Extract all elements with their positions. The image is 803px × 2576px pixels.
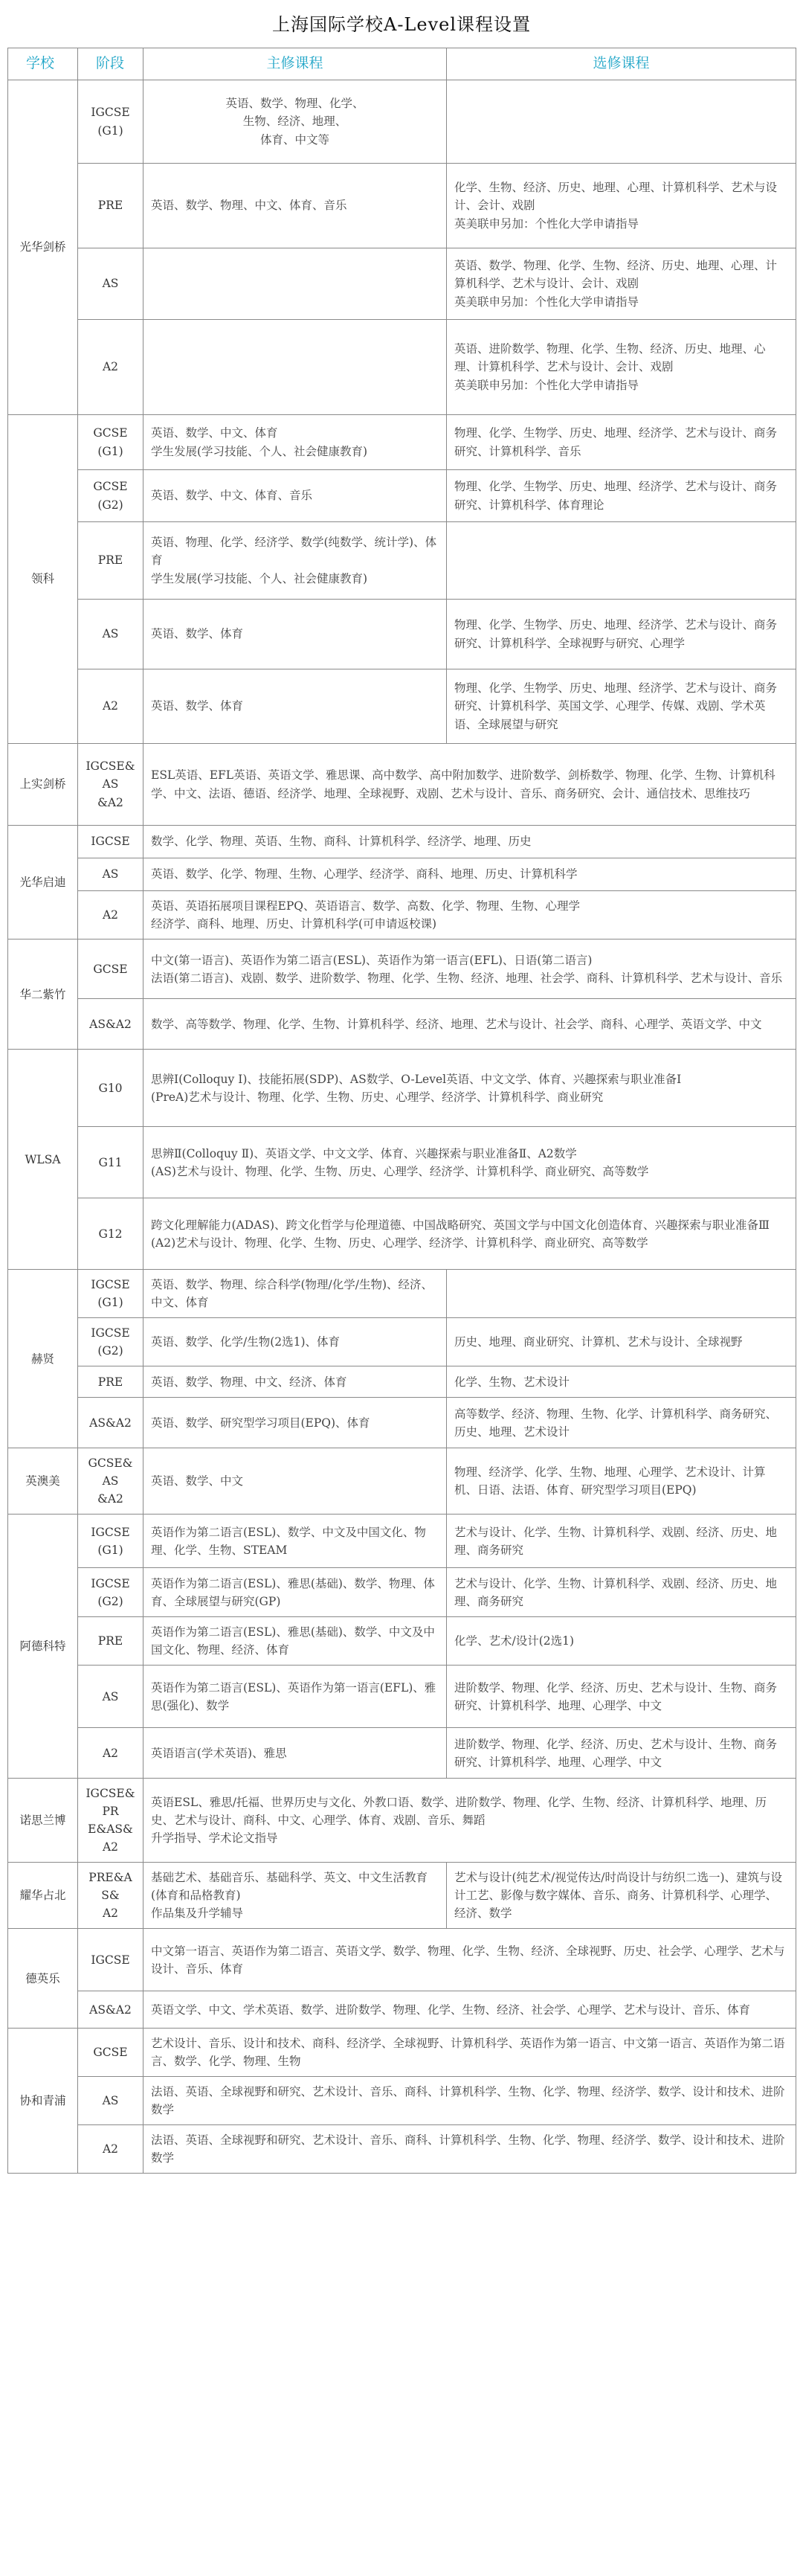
- stage-cell: PRE: [78, 1617, 143, 1666]
- main-courses-cell: 英语作为第二语言(ESL)、雅思(基础)、数学、物理、体育、全球展望与研究(GP): [143, 1568, 447, 1617]
- main-courses-cell: 英语、物理、化学、经济学、数学(纯数学、统计学)、体育 学生发展(学习技能、个人、社会健康教育): [143, 522, 447, 600]
- table-row: [8, 80, 796, 164]
- main-courses-cell: 英语、数学、中文、体育 学生发展(学习技能、个人、社会健康教育): [143, 415, 447, 470]
- main-courses-cell: 数学、化学、物理、英语、生物、商科、计算机科学、经济学、地理、历史: [143, 826, 796, 858]
- elective-courses-cell: 化学、生物、经济、历史、地理、心理、计算机科学、艺术与设计、会计、戏剧 英美联申另加：个性化大学申请指导: [447, 164, 796, 248]
- table-row: [8, 1991, 796, 2029]
- main-courses-cell: 英语、数学、物理、综合科学(物理/化学/生物)、经济、中文、体育: [143, 1270, 447, 1318]
- elective-courses-cell: 物理、经济学、化学、生物、地理、心理学、艺术设计、计算机、日语、法语、体育、研究型学习项目(EPQ): [447, 1448, 796, 1515]
- main-courses-cell: 英语、数学、化学/生物(2选1)、体育: [143, 1318, 447, 1366]
- main-courses-cell: 数学、高等数学、物理、化学、生物、计算机科学、经济、地理、艺术与设计、社会学、商科、心理学、英语文学、中文: [143, 999, 796, 1050]
- school-name: 华二紫竹: [8, 939, 78, 1050]
- stage-cell: AS: [78, 248, 143, 320]
- table-row: [8, 1863, 796, 1929]
- main-courses-cell: 英语、数学、物理、化学、 生物、经济、地理、 体育、中文等: [143, 80, 447, 164]
- main-courses-cell: 英语、数学、体育: [143, 669, 447, 744]
- elective-courses-cell: 英语、进阶数学、物理、化学、生物、经济、历史、地理、心理、计算机科学、艺术与设计、会计、戏剧 英美联申另加：个性化大学申请指导: [447, 320, 796, 415]
- table-row: [8, 1568, 796, 1617]
- main-courses-cell: 中文(第一语言)、英语作为第二语言(ESL)、英语作为第一语言(EFL)、日语(第二语言) 法语(第二语言)、戏剧、数学、进阶数学、物理、化学、生物、经济、地理、社会学、商科、计算机科学、艺术与设计、音乐: [143, 939, 796, 999]
- stage-cell: PRE: [78, 164, 143, 248]
- main-courses-cell: 艺术设计、音乐、设计和技术、商科、经济学、全球视野、计算机科学、英语作为第一语言、中文第一语言、英语作为第二语言、数学、化学、物理、生物: [143, 2029, 796, 2077]
- main-courses-cell: 英语、数学、物理、中文、经济、体育: [143, 1366, 447, 1398]
- main-courses-cell: [143, 320, 447, 415]
- main-courses-cell: 思辨Ⅱ(Colloquy Ⅱ)、英语文学、中文文学、体育、兴趣探索与职业准备Ⅱ、A2数学 (AS)艺术与设计、物理、化学、生物、历史、心理学、经济学、计算机科学、商业研究、高等数学: [143, 1127, 796, 1198]
- main-courses-cell: 基础艺术、基础音乐、基础科学、英文、中文生活教育(体育和品格教育) 作品集及升学辅导: [143, 1863, 447, 1929]
- table-row: [8, 1666, 796, 1728]
- header-school: 学校: [8, 48, 78, 80]
- stage-cell: AS&A2: [78, 1991, 143, 2029]
- stage-cell: PRE: [78, 522, 143, 600]
- elective-courses-cell: 物理、化学、生物学、历史、地理、经济学、艺术与设计、商务研究、计算机科学、体育理论: [447, 470, 796, 522]
- elective-courses-cell: 艺术与设计、化学、生物、计算机科学、戏剧、经济、历史、地理、商务研究: [447, 1568, 796, 1617]
- table-row: [8, 999, 796, 1050]
- header-elective: 选修课程: [447, 48, 796, 80]
- elective-courses-cell: 英语、数学、物理、化学、生物、经济、历史、地理、心理、计算机科学、艺术与设计、会计、戏剧 英美联申另加：个性化大学申请指导: [447, 248, 796, 320]
- main-courses-cell: 英语语言(学术英语)、雅思: [143, 1728, 447, 1779]
- table-row: [8, 939, 796, 999]
- stage-cell: IGCSE: [78, 1929, 143, 1991]
- elective-courses-cell: 进阶数学、物理、化学、经济、历史、艺术与设计、生物、商务研究、计算机科学、地理、心理学、中文: [447, 1666, 796, 1728]
- stage-cell: A2: [78, 1728, 143, 1779]
- elective-courses-cell: 艺术与设计、化学、生物、计算机科学、戏剧、经济、历史、地理、商务研究: [447, 1515, 796, 1568]
- stage-cell: GCSE: [78, 2029, 143, 2077]
- main-courses-cell: 英语、英语拓展项目课程EPQ、英语语言、数学、高数、化学、物理、生物、心理学 经济学、商科、地理、历史、计算机科学(可申请返校课): [143, 891, 796, 939]
- table-row: [8, 1366, 796, 1398]
- elective-courses-cell: [447, 1270, 796, 1318]
- stage-cell: PRE: [78, 1366, 143, 1398]
- table-row: [8, 164, 796, 248]
- table-row: [8, 1198, 796, 1270]
- page-title: 上海国际学校A-Level课程设置: [271, 13, 532, 35]
- table-row: [8, 320, 796, 415]
- main-courses-cell: 思辨Ⅰ(Colloquy Ⅰ)、技能拓展(SDP)、AS数学、O-Level英语、中文文学、体育、兴趣探索与职业准备Ⅰ (PreA)艺术与设计、物理、化学、生物、历史、心理学、经济学、计算机科学、商业研究: [143, 1050, 796, 1127]
- table-row: [8, 2077, 796, 2125]
- school-name: 阿德科特: [8, 1515, 78, 1779]
- elective-courses-cell: [447, 522, 796, 600]
- table-row: [8, 1728, 796, 1779]
- stage-cell: A2: [78, 669, 143, 744]
- main-courses-cell: 英语作为第二语言(ESL)、雅思(基础)、数学、中文及中国文化、物理、经济、体育: [143, 1617, 447, 1666]
- elective-courses-cell: 化学、艺术/设计(2选1): [447, 1617, 796, 1666]
- stage-cell: A2: [78, 891, 143, 939]
- school-name: 光华启迪: [8, 826, 78, 939]
- stage-cell: G12: [78, 1198, 143, 1270]
- stage-cell: AS&A2: [78, 999, 143, 1050]
- table-row: [8, 248, 796, 320]
- table-row: [8, 1398, 796, 1448]
- table-body: [8, 80, 796, 2174]
- stage-cell: AS: [78, 858, 143, 891]
- table-row: [8, 744, 796, 826]
- stage-cell: IGCSE&AS &A2: [78, 744, 143, 826]
- stage-cell: AS: [78, 2077, 143, 2125]
- school-name: 领科: [8, 415, 78, 744]
- main-courses-cell: 英语文学、中文、学术英语、数学、进阶数学、物理、化学、生物、经济、社会学、心理学、艺术与设计、音乐、体育: [143, 1991, 796, 2029]
- header-stage: 阶段: [78, 48, 143, 80]
- main-courses-cell: 英语、数学、体育: [143, 600, 447, 669]
- main-courses-cell: 法语、英语、全球视野和研究、艺术设计、音乐、商科、计算机科学、生物、化学、物理、经济学、数学、设计和技术、进阶数学: [143, 2077, 796, 2125]
- main-courses-cell: 法语、英语、全球视野和研究、艺术设计、音乐、商科、计算机科学、生物、化学、物理、经济学、数学、设计和技术、进阶数学: [143, 2125, 796, 2174]
- school-name: 英澳美: [8, 1448, 78, 1515]
- stage-cell: A2: [78, 320, 143, 415]
- stage-cell: IGCSE (G2): [78, 1318, 143, 1366]
- school-name: 耀华占北: [8, 1863, 78, 1929]
- school-name: 赫贤: [8, 1270, 78, 1448]
- stage-cell: IGCSE (G1): [78, 1270, 143, 1318]
- main-courses-cell: 英语、数学、化学、物理、生物、心理学、经济学、商科、地理、历史、计算机科学: [143, 858, 796, 891]
- stage-cell: GCSE (G2): [78, 470, 143, 522]
- main-courses-cell: 中文第一语言、英语作为第二语言、英语文学、数学、物理、化学、生物、经济、全球视野、历史、社会学、心理学、艺术与设计、音乐、体育: [143, 1929, 796, 1991]
- stage-cell: IGCSE&PR E&AS&A2: [78, 1779, 143, 1863]
- table-row: [8, 1448, 796, 1515]
- table-row: [8, 1318, 796, 1366]
- table-row: [8, 1929, 796, 1991]
- table-row: [8, 891, 796, 939]
- stage-cell: GCSE (G1): [78, 415, 143, 470]
- stage-cell: GCSE&AS &A2: [78, 1448, 143, 1515]
- school-name: 光华剑桥: [8, 80, 78, 415]
- stage-cell: AS: [78, 1666, 143, 1728]
- curriculum-table: [7, 48, 796, 2174]
- elective-courses-cell: 历史、地理、商业研究、计算机、艺术与设计、全球视野: [447, 1318, 796, 1366]
- table-row: [8, 1617, 796, 1666]
- table-row: [8, 600, 796, 669]
- main-courses-cell: 英语作为第二语言(ESL)、英语作为第一语言(EFL)、雅思(强化)、数学: [143, 1666, 447, 1728]
- main-courses-cell: 英语、数学、研究型学习项目(EPQ)、体育: [143, 1398, 447, 1448]
- stage-cell: AS&A2: [78, 1398, 143, 1448]
- stage-cell: IGCSE: [78, 826, 143, 858]
- stage-cell: G11: [78, 1127, 143, 1198]
- elective-courses-cell: 艺术与设计(纯艺术/视觉传达/时尚设计与纺织二选一)、建筑与设计工艺、影像与数字媒体、音乐、商务、计算机科学、心理学、经济、数学: [447, 1863, 796, 1929]
- elective-courses-cell: 高等数学、经济、物理、生物、化学、计算机科学、商务研究、历史、地理、艺术设计: [447, 1398, 796, 1448]
- table-row: [8, 826, 796, 858]
- main-courses-cell: 英语作为第二语言(ESL)、数学、中文及中国文化、物理、化学、生物、STEAM: [143, 1515, 447, 1568]
- elective-courses-cell: 进阶数学、物理、化学、经济、历史、艺术与设计、生物、商务研究、计算机科学、地理、心理学、中文: [447, 1728, 796, 1779]
- elective-courses-cell: 物理、化学、生物学、历史、地理、经济学、艺术与设计、商务研究、计算机科学、英国文学、心理学、传媒、戏剧、学术英语、全球展望与研究: [447, 669, 796, 744]
- table-row: [8, 470, 796, 522]
- elective-courses-cell: [447, 80, 796, 164]
- main-courses-cell: ESL英语、EFL英语、英语文学、雅思课、高中数学、高中附加数学、进阶数学、剑桥数学、物理、化学、生物、计算机科学、中文、法语、德语、经济学、地理、全球视野、戏剧、艺术与设计、音乐、商务研究、会计、通信技术、思维技巧: [143, 744, 796, 826]
- stage-cell: IGCSE (G2): [78, 1568, 143, 1617]
- stage-cell: GCSE: [78, 939, 143, 999]
- stage-cell: PRE&AS& A2: [78, 1863, 143, 1929]
- main-courses-cell: 英语、数学、物理、中文、体育、音乐: [143, 164, 447, 248]
- table-row: [8, 1270, 796, 1318]
- stage-cell: A2: [78, 2125, 143, 2174]
- school-name: WLSA: [8, 1050, 78, 1270]
- main-courses-cell: 跨文化理解能力(ADAS)、跨文化哲学与伦理道德、中国战略研究、英国文学与中国文化创造体育、兴趣探索与职业准备Ⅲ (A2)艺术与设计、物理、化学、生物、历史、心理学、经济学、计算机科学、商业研究、高等数学: [143, 1198, 796, 1270]
- table-row: [8, 858, 796, 891]
- stage-cell: IGCSE (G1): [78, 80, 143, 164]
- header-row: [8, 48, 796, 80]
- table-row: [8, 669, 796, 744]
- main-courses-cell: 英语、数学、中文: [143, 1448, 447, 1515]
- table-row: [8, 1127, 796, 1198]
- table-row: [8, 2125, 796, 2174]
- school-name: 德英乐: [8, 1929, 78, 2029]
- main-courses-cell: 英语ESL、雅思/托福、世界历史与文化、外教口语、数学、进阶数学、物理、化学、生物、经济、计算机科学、地理、历史、艺术与设计、商科、中文、心理学、体育、戏剧、音乐、舞蹈 升学指导、学术论文指导: [143, 1779, 796, 1863]
- table-row: [8, 1050, 796, 1127]
- school-name: 诺思兰博: [8, 1779, 78, 1863]
- table-row: [8, 1515, 796, 1568]
- elective-courses-cell: 物理、化学、生物学、历史、地理、经济学、艺术与设计、商务研究、计算机科学、音乐: [447, 415, 796, 470]
- elective-courses-cell: 化学、生物、艺术设计: [447, 1366, 796, 1398]
- school-name: 协和青浦: [8, 2029, 78, 2174]
- main-courses-cell: 英语、数学、中文、体育、音乐: [143, 470, 447, 522]
- table-row: [8, 2029, 796, 2077]
- header-main: 主修课程: [143, 48, 447, 80]
- stage-cell: G10: [78, 1050, 143, 1127]
- table-row: [8, 415, 796, 470]
- table-row: [8, 522, 796, 600]
- main-courses-cell: [143, 248, 447, 320]
- elective-courses-cell: 物理、化学、生物学、历史、地理、经济学、艺术与设计、商务研究、计算机科学、全球视野与研究、心理学: [447, 600, 796, 669]
- stage-cell: IGCSE (G1): [78, 1515, 143, 1568]
- stage-cell: AS: [78, 600, 143, 669]
- table-row: [8, 1779, 796, 1863]
- school-name: 上实剑桥: [8, 744, 78, 826]
